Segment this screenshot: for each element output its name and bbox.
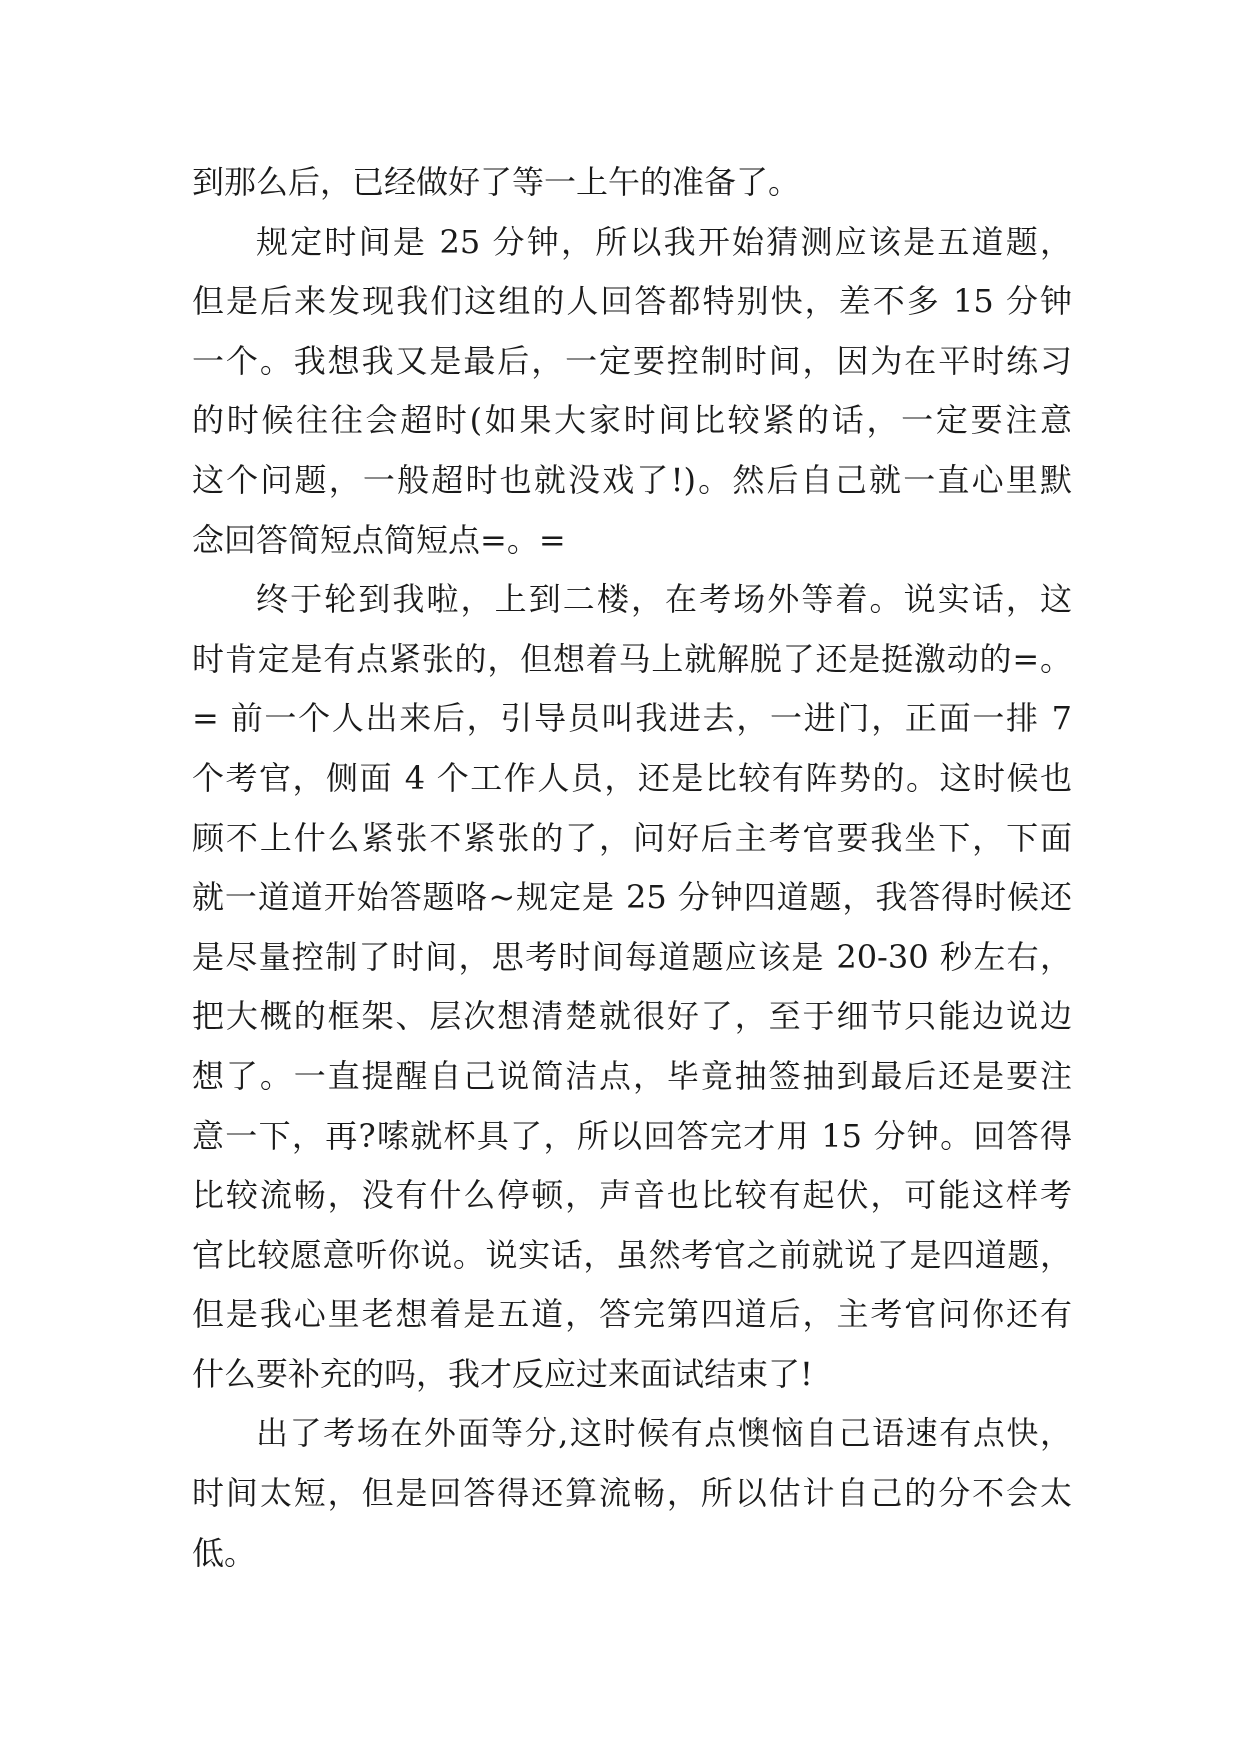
text-line: 念回答简短点简短点=。= <box>192 520 566 559</box>
text-line: 一个。我想我又是最后，一定要控制时间，因为在平时练习 <box>192 341 1072 380</box>
text-line: 规定时间是 25 分钟，所以我开始猜测应该是五道题， <box>256 222 1072 261</box>
document-body <box>192 153 1072 1583</box>
text-line: 个考官，侧面 4 个工作人员，还是比较有阵势的。这时候也 <box>192 758 1072 797</box>
text-line: 但是后来发现我们这组的人回答都特别快，差不多 15 分钟 <box>192 282 1072 321</box>
text-line: 时肯定是有点紧张的，但想着马上就解脱了还是挺激动的=。 <box>192 639 1072 678</box>
text-line: 什么要补充的吗，我才反应过来面试结束了! <box>192 1354 813 1393</box>
text-line: 官比较愿意听你说。说实话，虽然考官之前就说了是四道题， <box>192 1235 1072 1274</box>
text-line: 时间太短，但是回答得还算流畅，所以估计自己的分不会太 <box>192 1474 1072 1513</box>
text-line: 的时候往往会超时(如果大家时间比较紧的话，一定要注意 <box>192 401 1072 440</box>
text-line: 是尽量控制了时间，思考时间每道题应该是 20-30 秒左右， <box>192 937 1072 976</box>
text-line: 出了考场在外面等分,这时候有点懊恼自己语速有点快， <box>256 1414 1072 1453</box>
text-line: = 前一个人出来后，引导员叫我进去，一进门，正面一排 7 <box>192 699 1072 738</box>
paragraph-3 <box>192 570 1072 1404</box>
text-line: 比较流畅，没有什么停顿，声音也比较有起伏，可能这样考 <box>192 1176 1072 1215</box>
text-line: 顾不上什么紧张不紧张的了，问好后主考官要我坐下，下面 <box>192 818 1072 857</box>
text-line: 但是我心里老想着是五道，答完第四道后，主考官问你还有 <box>192 1295 1072 1334</box>
paragraph-2 <box>192 213 1072 571</box>
paragraph-4 <box>192 1404 1072 1583</box>
text-line: 想了。一直提醒自己说简洁点，毕竟抽签抽到最后还是要注 <box>192 1056 1072 1095</box>
text-line: 这个问题，一般超时也就没戏了!)。然后自己就一直心里默 <box>192 460 1072 499</box>
text-line: 到那么后，已经做好了等一上午的准备了。 <box>192 163 801 201</box>
paragraph-1 <box>192 153 1072 213</box>
text-line: 低。 <box>192 1533 257 1572</box>
text-line: 意一下，再?嗦就杯具了，所以回答完才用 15 分钟。回答得 <box>192 1116 1072 1155</box>
text-line: 就一道道开始答题咯~规定是 25 分钟四道题，我答得时候还 <box>192 878 1072 917</box>
text-line: 终于轮到我啦，上到二楼，在考场外等着。说实话，这 <box>256 580 1072 619</box>
text-line: 把大概的框架、层次想清楚就很好了，至于细节只能边说边 <box>192 997 1072 1036</box>
